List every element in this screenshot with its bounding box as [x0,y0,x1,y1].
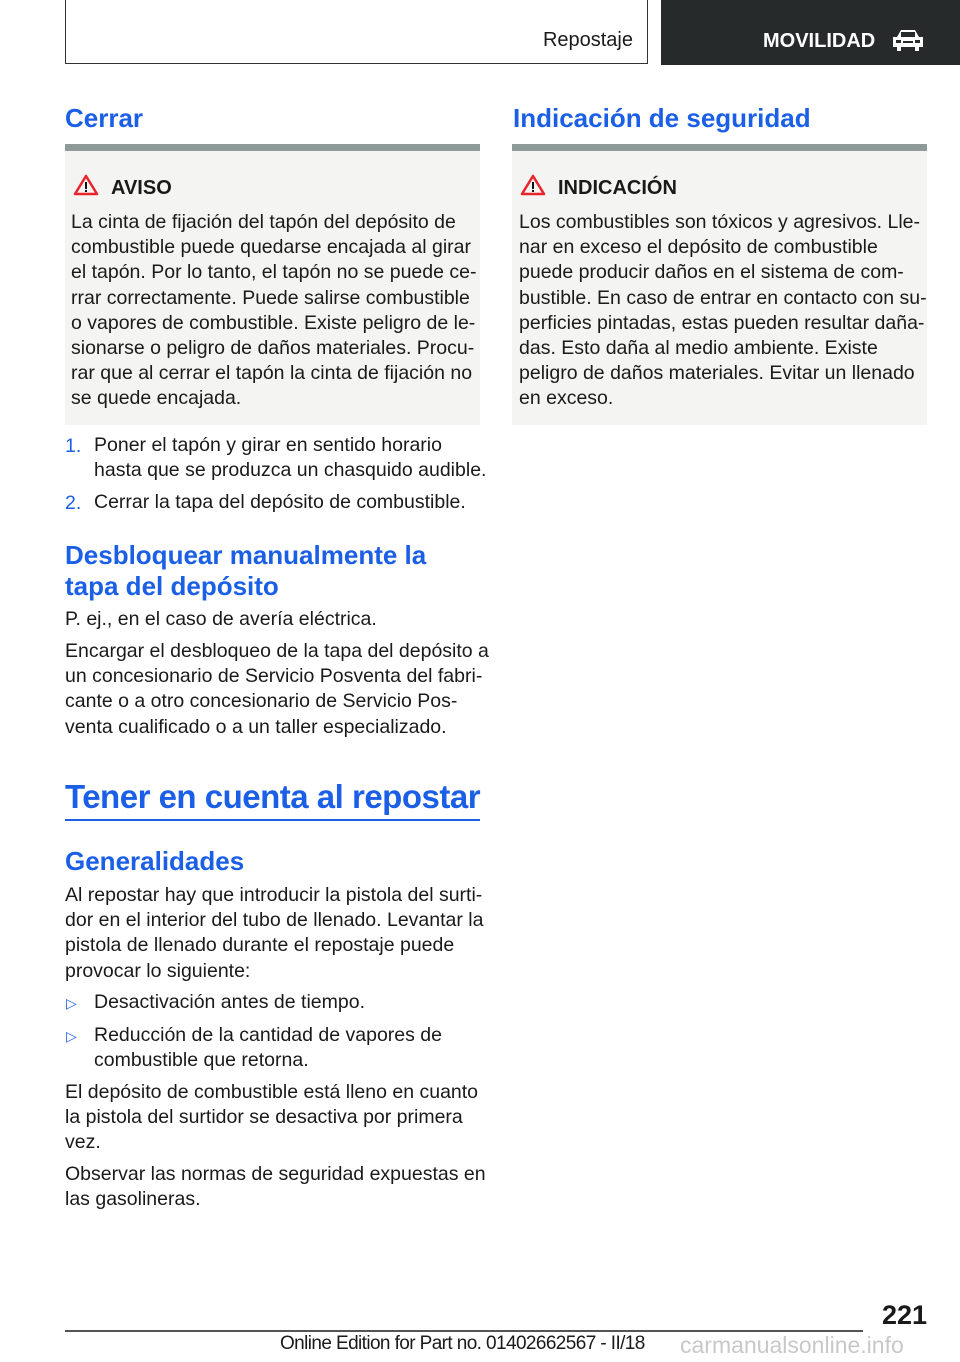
text-line: nar en exceso el depósito de combustible [519,236,878,259]
text-line: rar que al cerrar el tapón la cinta de fijación no [71,362,473,385]
text-line: P. ej., en el caso de avería eléctrica. [65,608,377,630]
heading-indicacion: Indicación de seguridad [513,103,811,133]
step-text [94,490,466,515]
text-line: cante o a otro concesionario de Servicio Pos- [65,690,458,713]
heading-desbloquear [65,540,426,602]
heading-cerrar: Cerrar [65,103,144,133]
text-line: venta cualificado o a un taller especializado. [65,715,447,738]
text-line: Reducción de la cantidad de vapores de [94,1024,442,1046]
text-line: dor en el interior del tubo de llenado. Levantar la [65,909,484,932]
section-title: Repostaje [542,29,633,51]
warning-box [65,144,480,425]
bullet-triangle-icon: ▷ [66,1028,77,1044]
text-line: rrar correctamente. Puede salirse combustible [71,286,470,309]
text-line: un concesionario de Servicio Posventa del fabri- [65,665,483,688]
notice-text [519,210,927,412]
text-line: peligro de daños materiales. Evitar un llenado [519,362,915,385]
text-line: Cerrar la tapa del depósito de combustible. [94,491,466,513]
page-number: 221 [882,1300,928,1330]
text-line: Los combustibles son tóxicos y agresivos. Lle- [519,211,921,233]
text-line: en exceso. [519,387,614,410]
text-line: pistola de llenado durante el repostaje puede [65,934,455,957]
text-line: vez. [65,1131,101,1154]
text-line: puede producir daños en el sistema de com- [519,261,904,284]
paragraph [65,607,377,632]
text-line: el tapón. Por lo tanto, el tapón no se puede ce- [71,261,477,284]
paragraph [65,883,483,984]
text-line: Observar las normas de seguridad expuestas en [65,1163,486,1185]
heading-underline [65,819,480,821]
text-line: hasta que se produzca un chasquido audible. [94,459,487,482]
heading-generalidades: Generalidades [65,846,245,876]
bullet-text [94,1023,442,1073]
text-line: sionarse o peligro de daños materiales. Procu- [71,337,475,360]
notice-label: INDICACIÓN [558,177,677,199]
text-line: El depósito de combustible está lleno en cuanto [65,1081,479,1103]
text-line: las gasolineras. [65,1188,201,1211]
text-line: provocar lo siguiente: [65,959,251,982]
text-line: das. Esto daña al medio ambiente. Existe [519,337,878,360]
step-text [94,433,486,483]
text-line: combustible que retorna. [94,1049,309,1072]
text-line: Desbloquear manualmente la [65,540,427,570]
paragraph [65,1080,478,1156]
car-icon [892,28,924,52]
text-line: bustible. En caso de entrar en contacto con su- [519,286,927,309]
warning-icon [73,174,99,196]
text-line: combustible puede quedarse encajada al girar [71,236,472,259]
section-header [65,0,648,64]
text-line: Poner el tapón y girar en sentido horario [94,434,442,456]
text-line: Encargar el desbloqueo de la tapa del depósito a [65,640,489,662]
text-line: se quede encajada. [71,387,242,410]
bullet-text [94,990,365,1015]
watermark: carmanualsonline.info [680,1332,904,1358]
warning-icon [520,174,546,196]
chapter-title: MOVILIDAD [763,30,876,52]
text-line: Desactivación antes de tiempo. [94,991,365,1013]
step-number: 1. [65,435,82,457]
step-number: 2. [65,492,82,514]
paragraph [65,1162,486,1212]
bullet-triangle-icon: ▷ [66,995,77,1011]
warning-text [71,210,476,412]
text-line: tapa del depósito [65,571,279,601]
text-line: Al repostar hay que introducir la pistola del surti- [65,884,483,906]
notice-box [512,144,927,425]
edition-text: Online Edition for Part no. 01402662567 - II/18 [280,1333,645,1354]
paragraph [65,639,489,740]
text-line: o vapores de combustible. Existe peligro de le- [71,311,476,334]
chapter-header [661,0,960,65]
text-line: perficies pintadas, estas pueden resultar daña- [519,311,925,334]
text-line: la pistola del surtidor se desactiva por primera [65,1106,463,1129]
warning-label: AVISO [111,177,172,199]
heading-tener-en-cuenta: Tener en cuenta al repostar [65,778,481,815]
text-line: La cinta de fijación del tapón del depósito de [71,211,456,233]
